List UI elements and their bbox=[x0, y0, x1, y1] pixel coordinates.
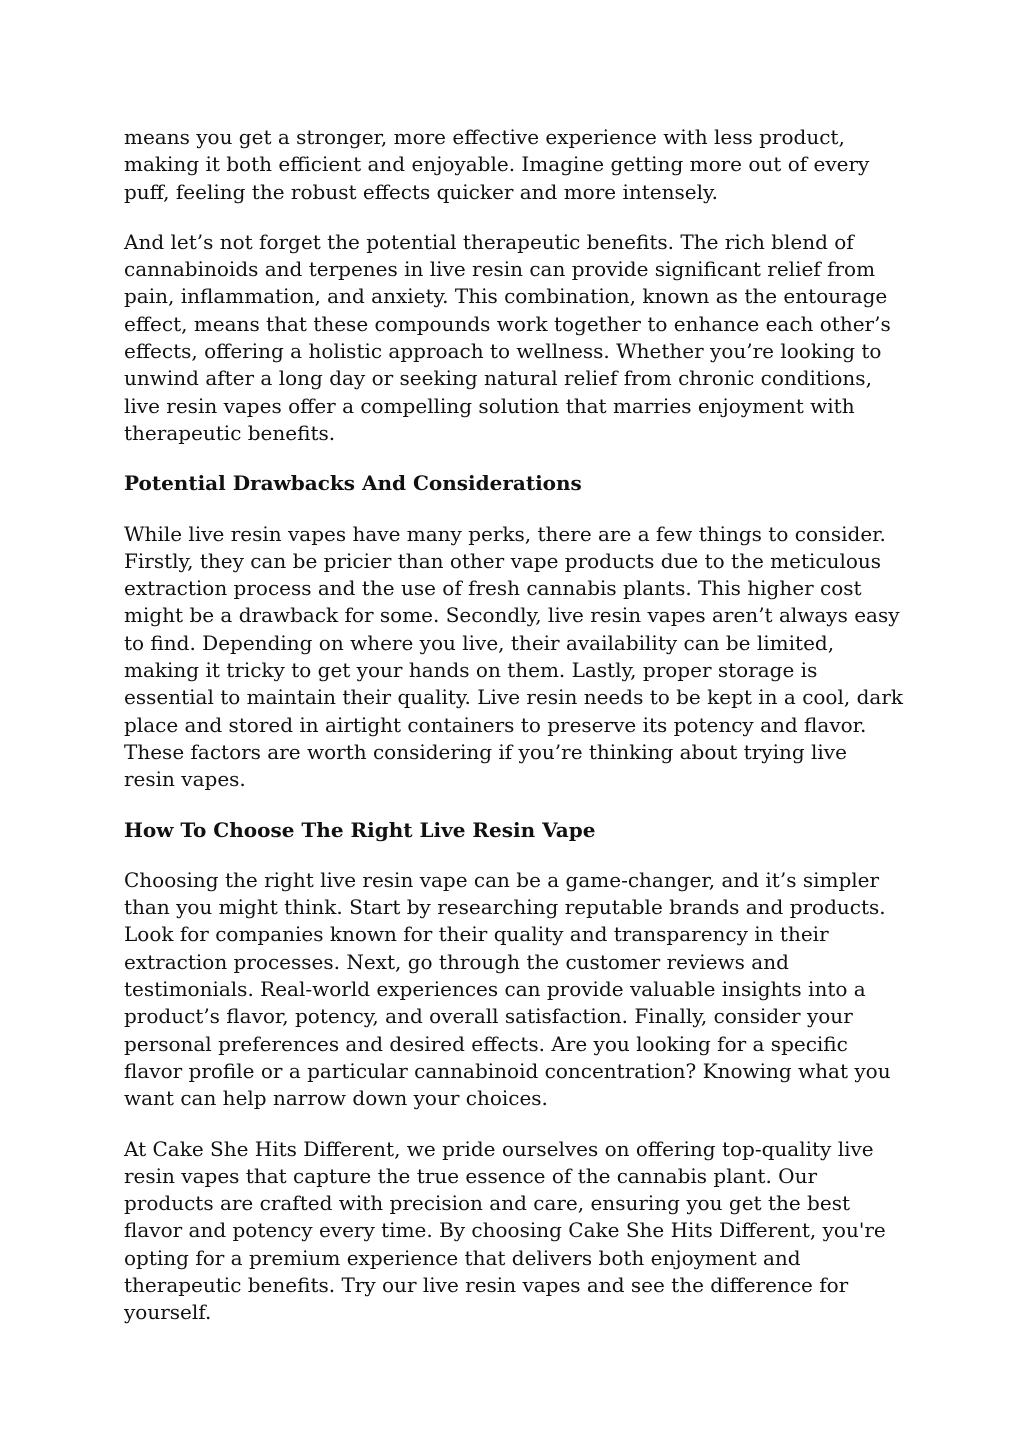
heading-drawbacks: Potential Drawbacks And Considerations bbox=[124, 471, 582, 496]
paragraph-choosing: Choosing the right live resin vape can be a game-changer, and it’s simpler than you might think. Start by researching reputable brands and products. Look for companies known for their quality and transparency in their extraction processes. Next, go through the customer reviews and testimonials. Real-world experiences can provide valuable insights into a product’s flavor, potency, and overall satisfaction. Finally, consider your personal preferences and desired effects. Are you looking for a specific flavor profile or a particular cannabinoid concentration? Knowing what you want can help narrow down your choices. bbox=[124, 867, 891, 1111]
paragraph-intro-continued: means you get a stronger, more effective experience with less product, making it both efficient and enjoyable. Imagine getting more out of every puff, feeling the robust effects quicker and more intensely. bbox=[124, 125, 870, 204]
paragraph-therapeutic-benefits: And let’s not forget the potential therapeutic benefits. The rich blend of cannabinoids and terpenes in live resin can provide significant relief from pain, inflammation, and anxiety. This combination, known as the entourage effect, means that these compounds work together to enhance each other’s effects, offering a holistic approach to wellness. Whether you’re looking to unwind after a long day or seeking natural relief from chronic conditions, live resin vapes offer a compelling solution that marries enjoyment with therapeutic benefits. bbox=[124, 229, 891, 445]
paragraph-brand: At Cake She Hits Different, we pride ourselves on offering top-quality live resin vapes that capture the true essence of the cannabis plant. Our products are crafted with precision and care, ensuring you get the best flavor and potency every time. By choosing Cake She Hits Different, you're opting for a premium experience that delivers both enjoyment and therapeutic benefits. Try our live resin vapes and see the difference for yourself. bbox=[124, 1136, 886, 1325]
document-page bbox=[124, 124, 904, 1350]
heading-choose-vape: How To Choose The Right Live Resin Vape bbox=[124, 817, 596, 842]
paragraph-drawbacks: While live resin vapes have many perks, there are a few things to consider. Firstly, they can be pricier than other vape products due to the meticulous extraction process and the use of fresh cannabis plants. This higher cost might be a drawback for some. Secondly, live resin vapes aren’t always easy to find. Depending on where you live, their availability can be limited, making it tricky to get your hands on them. Lastly, proper storage is essential to maintain their quality. Live resin needs to be kept in a cool, dark place and stored in airtight containers to preserve its potency and flavor. These factors are worth considering if you’re thinking about trying live resin vapes. bbox=[124, 521, 903, 792]
